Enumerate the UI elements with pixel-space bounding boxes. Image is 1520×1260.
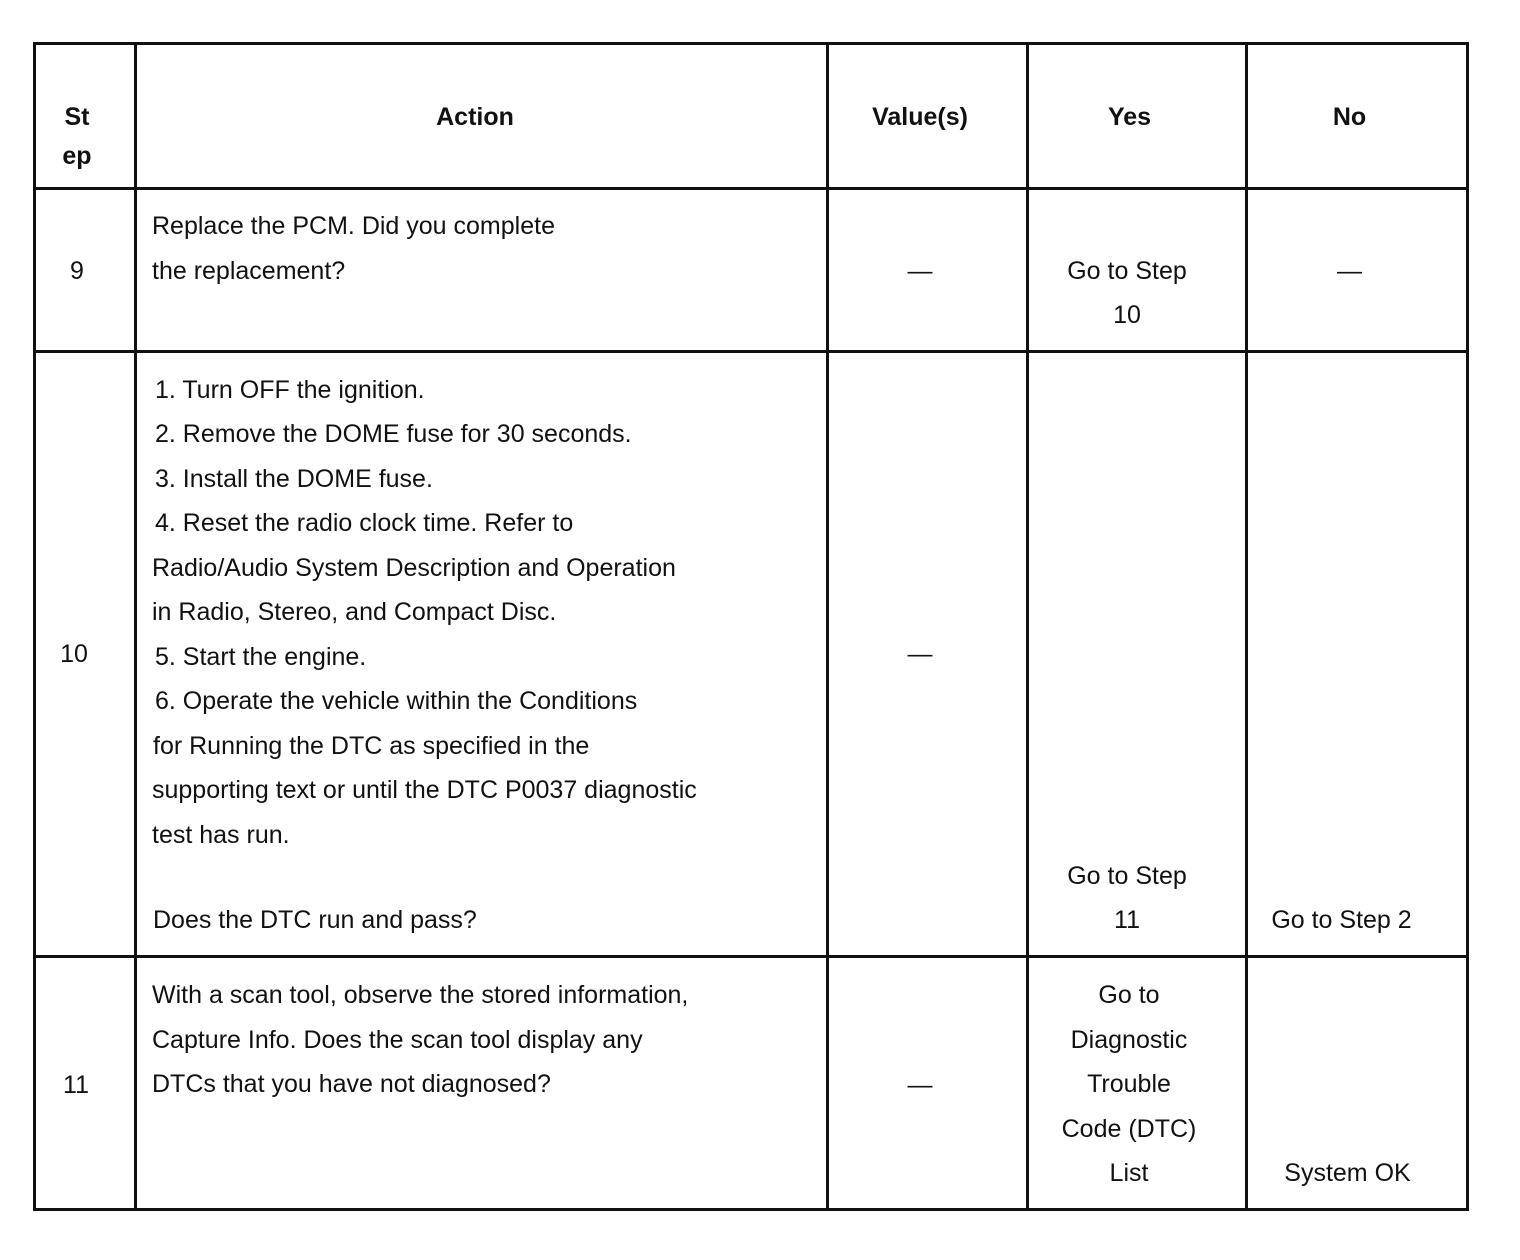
action-text: for Running the DTC as specified in the bbox=[153, 732, 590, 760]
yes-cell: Trouble bbox=[1087, 1070, 1171, 1098]
action-text: in Radio, Stereo, and Compact Disc. bbox=[152, 598, 557, 626]
action-text: 2. Remove the DOME fuse for 30 seconds. bbox=[155, 420, 632, 448]
header-step: St bbox=[64, 103, 90, 131]
table-border-right bbox=[1466, 42, 1469, 1211]
action-text: Capture Info. Does the scan tool display any bbox=[152, 1026, 643, 1054]
column-divider bbox=[134, 42, 137, 1211]
action-text: With a scan tool, observe the stored information, bbox=[152, 981, 689, 1009]
no-cell: System OK bbox=[1284, 1159, 1411, 1187]
header-no: No bbox=[1332, 103, 1367, 131]
yes-cell: 10 bbox=[1113, 301, 1141, 329]
value-cell: — bbox=[907, 257, 933, 285]
action-text: 4. Reset the radio clock time. Refer to bbox=[155, 509, 574, 537]
step-number: 11 bbox=[63, 1071, 89, 1099]
step-number: 10 bbox=[60, 640, 88, 668]
column-divider bbox=[826, 42, 829, 1211]
table-border-left bbox=[33, 42, 36, 1211]
action-text: 1. Turn OFF the ignition. bbox=[155, 376, 425, 404]
yes-cell: List bbox=[1109, 1159, 1149, 1187]
action-text: 3. Install the DOME fuse. bbox=[155, 465, 433, 493]
value-cell: — bbox=[907, 640, 933, 668]
table-border-bottom bbox=[33, 1208, 1469, 1211]
action-text: supporting text or until the DTC P0037 diagnostic bbox=[152, 776, 697, 804]
action-text: test has run. bbox=[152, 821, 290, 849]
action-text: 5. Start the engine. bbox=[155, 643, 367, 671]
header-values: Value(s) bbox=[872, 103, 968, 131]
yes-cell: Go to bbox=[1098, 981, 1160, 1009]
action-text: 6. Operate the vehicle within the Conditions bbox=[155, 687, 638, 715]
action-question: Does the DTC run and pass? bbox=[153, 906, 477, 934]
row-divider bbox=[33, 955, 1469, 958]
yes-cell: Code (DTC) bbox=[1061, 1115, 1197, 1143]
yes-cell: Diagnostic bbox=[1070, 1026, 1188, 1054]
value-cell: — bbox=[907, 1071, 933, 1099]
table-border-top bbox=[33, 42, 1469, 45]
no-cell: — bbox=[1337, 257, 1362, 285]
action-text: Radio/Audio System Description and Operation bbox=[152, 554, 676, 582]
header-step-cont: ep bbox=[62, 142, 92, 170]
yes-cell: Go to Step bbox=[1067, 257, 1187, 285]
column-divider bbox=[1245, 42, 1248, 1211]
yes-cell: Go to Step bbox=[1067, 862, 1187, 890]
step-number: 9 bbox=[70, 257, 84, 285]
header-divider bbox=[33, 187, 1469, 190]
header-action: Action bbox=[436, 103, 514, 131]
no-cell: Go to Step 2 bbox=[1271, 906, 1412, 934]
action-text: the replacement? bbox=[152, 257, 346, 285]
row-divider bbox=[33, 350, 1469, 353]
yes-cell: 11 bbox=[1114, 906, 1140, 934]
action-text: DTCs that you have not diagnosed? bbox=[152, 1070, 551, 1098]
action-text: Replace the PCM. Did you complete bbox=[152, 212, 555, 240]
header-yes: Yes bbox=[1107, 103, 1152, 131]
